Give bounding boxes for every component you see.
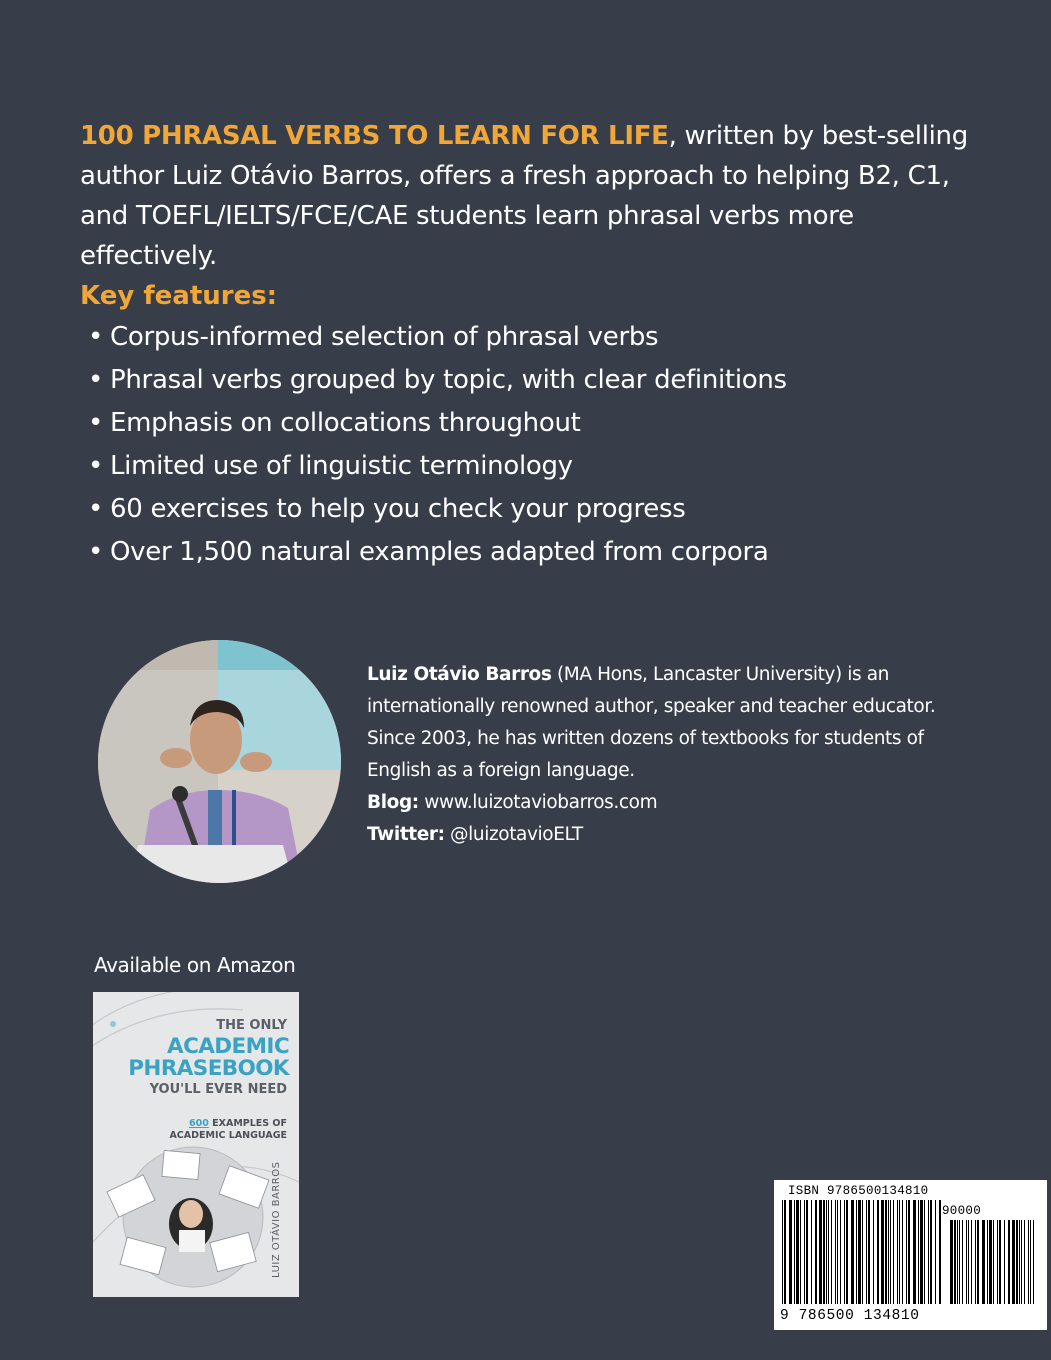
barcode-bar <box>1004 1220 1005 1304</box>
feature-item <box>88 402 787 445</box>
barcode-bar <box>1030 1220 1031 1304</box>
barcode-bar <box>828 1200 829 1304</box>
bullet-icon: • <box>88 494 104 524</box>
barcode-bar <box>959 1220 960 1304</box>
barcode-bar <box>851 1200 854 1304</box>
barcode-bar <box>957 1220 958 1304</box>
bullet-icon: • <box>88 322 104 352</box>
barcode-bar <box>975 1220 976 1304</box>
barcode-bar <box>877 1200 879 1304</box>
feature-text: Emphasis on collocations throughout <box>110 408 581 438</box>
barcode-bar <box>840 1200 841 1304</box>
barcode-bar <box>954 1220 956 1304</box>
feature-text: Limited use of linguistic terminology <box>110 451 573 481</box>
barcode-bar <box>800 1200 801 1304</box>
barcode-bar <box>899 1200 900 1304</box>
barcode-bar <box>868 1200 870 1304</box>
barcode-bar <box>815 1200 817 1304</box>
key-features-heading: Key features: <box>80 281 278 311</box>
barcode-bar <box>789 1200 792 1304</box>
bio-text: (MA Hons, Lancaster University) is an internationally renowned author, speaker and teacher educator. Since 2003, he has written dozens of textbooks for students of English as a foreign language. <box>367 664 936 781</box>
barcode-bar <box>888 1200 889 1304</box>
barcode-bar <box>806 1200 808 1304</box>
barcode-bar <box>890 1200 891 1304</box>
barcode-bar <box>999 1220 1001 1304</box>
barcode-bar <box>939 1200 941 1304</box>
barcode-bar <box>950 1220 953 1304</box>
barcode-bar <box>796 1200 799 1304</box>
barcode-bar <box>811 1200 812 1304</box>
barcode-bar <box>782 1200 783 1304</box>
feature-text: Phrasal verbs grouped by topic, with clear definitions <box>110 365 787 395</box>
barcode-bar <box>826 1200 827 1304</box>
book-title: 100 PHRASAL VERBS TO LEARN FOR LIFE <box>80 121 669 151</box>
barcode-bar <box>794 1200 795 1304</box>
barcode-bar <box>977 1220 979 1304</box>
barcode-bar <box>924 1200 925 1304</box>
barcode-bar <box>873 1200 874 1304</box>
barcode-bar <box>804 1200 805 1304</box>
intro-text: , written by best-selling author Luiz Otávio Barros, offers a fresh approach to helping B2, C1, and TOEFL/IELTS/FCE/CAE students learn phrasal verbs more effectively. <box>80 121 968 271</box>
barcode-bar <box>837 1200 838 1304</box>
isbn-barcode <box>774 1180 1047 1330</box>
book-line-academic: ACADEMIC <box>167 1034 289 1059</box>
barcode-bar <box>858 1200 861 1304</box>
barcode-bar <box>971 1220 972 1304</box>
author-portrait-illustration <box>98 640 341 883</box>
book-line-the-only: THE ONLY <box>216 1018 287 1033</box>
blog-link[interactable]: www.luizotaviobarros.com <box>418 792 658 813</box>
barcode-bar <box>831 1200 832 1304</box>
barcode-bar <box>902 1200 903 1304</box>
barcode-bar <box>1019 1220 1020 1304</box>
book-sub-line1: EXAMPLES OF <box>208 1118 287 1129</box>
barcode-bar <box>982 1220 985 1304</box>
barcode-bar <box>1012 1220 1015 1304</box>
feature-item <box>88 359 787 402</box>
barcode-bar <box>846 1200 848 1304</box>
feature-list <box>88 316 787 574</box>
barcode-bar <box>966 1220 967 1304</box>
blog-line <box>367 787 987 819</box>
twitter-label: Twitter: <box>367 824 445 845</box>
available-on-amazon: Available on Amazon <box>94 953 296 977</box>
barcode-bar <box>897 1200 898 1304</box>
barcode-bar <box>987 1220 988 1304</box>
promo-book-cover[interactable] <box>93 992 299 1297</box>
bio-paragraph <box>367 659 987 787</box>
barcode-bar <box>835 1200 836 1304</box>
barcode-bar <box>1016 1220 1018 1304</box>
feature-item <box>88 316 787 359</box>
barcode-bars <box>780 1200 1042 1306</box>
barcode-bar <box>866 1200 867 1304</box>
barcode-bar <box>844 1200 845 1304</box>
book-line-phrasebook: PHRASEBOOK <box>128 1056 289 1081</box>
bullet-icon: • <box>88 365 104 395</box>
barcode-bar <box>928 1200 929 1304</box>
author-bio <box>367 659 987 851</box>
barcode-bar <box>913 1200 916 1304</box>
barcode-bar <box>930 1200 932 1304</box>
feature-item <box>88 445 787 488</box>
bullet-icon: • <box>88 537 104 567</box>
barcode-bar <box>1033 1220 1034 1304</box>
barcode-bar <box>885 1200 887 1304</box>
barcode-bar <box>823 1200 825 1304</box>
barcode-bar <box>993 1220 994 1304</box>
twitter-line <box>367 819 987 851</box>
book-sub-number: 600 <box>189 1118 209 1129</box>
barcode-bar <box>1024 1220 1025 1304</box>
feature-text: 60 exercises to help you check your progress <box>110 494 686 524</box>
feature-item <box>88 531 787 574</box>
intro-paragraph <box>80 116 980 276</box>
barcode-bar <box>819 1200 822 1304</box>
barcode-bar <box>1008 1220 1010 1304</box>
book-line-youll-ever-need: YOU'LL EVER NEED <box>149 1082 287 1097</box>
barcode-bar <box>906 1200 907 1304</box>
book-sub-line2: ACADEMIC LANGUAGE <box>169 1130 287 1141</box>
bullet-icon: • <box>88 408 104 438</box>
twitter-handle[interactable]: @luizotavioELT <box>444 824 583 845</box>
bullet-icon: • <box>88 451 104 481</box>
barcode-bar <box>968 1220 969 1304</box>
barcode-bar <box>862 1200 863 1304</box>
barcode-bar <box>997 1220 998 1304</box>
barcode-bar <box>1028 1220 1029 1304</box>
barcode-bar <box>918 1200 919 1304</box>
barcode-bar <box>784 1200 786 1304</box>
book-author: LUIZ OTÁVIO BARROS <box>271 1161 282 1278</box>
author-name: Luiz Otávio Barros <box>367 664 552 685</box>
barcode-bar <box>856 1200 857 1304</box>
feature-text: Corpus-informed selection of phrasal verbs <box>110 322 659 352</box>
barcode-bar <box>881 1200 884 1304</box>
isbn-digits: 9 786500 134810 <box>780 1308 920 1324</box>
feature-item <box>88 488 787 531</box>
book-subtitle <box>169 1118 287 1142</box>
barcode-bar <box>908 1200 910 1304</box>
feature-text: Over 1,500 natural examples adapted from corpora <box>110 537 769 567</box>
isbn-extension: 90000 <box>942 1204 982 1218</box>
barcode-bar <box>1021 1220 1022 1304</box>
barcode-bar <box>989 1220 992 1304</box>
barcode-bar <box>920 1200 923 1304</box>
barcode-bar <box>935 1200 936 1304</box>
blog-label: Blog: <box>367 792 419 813</box>
barcode-bar <box>893 1200 894 1304</box>
barcode-bar <box>962 1220 963 1304</box>
author-photo <box>98 640 341 883</box>
isbn-label: ISBN 9786500134810 <box>788 1184 929 1198</box>
